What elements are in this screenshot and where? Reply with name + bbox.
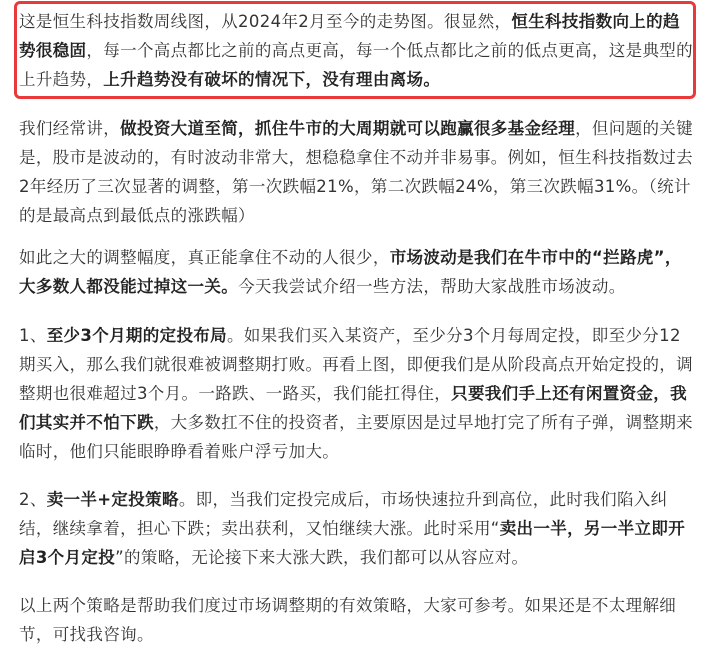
text-span: ”的策略，无论接下来大涨大跌，我们都可以从容应对。 bbox=[115, 548, 529, 567]
paragraph-intro bbox=[19, 7, 695, 94]
bold-text: 至少3个月期的定投布局 bbox=[46, 326, 228, 345]
text-span: ，每一个高点都比之前的高点更高，每一个低点都比之前的低点更高，这是典型的上升趋势， bbox=[19, 41, 694, 89]
text-span: 我们经常讲， bbox=[19, 119, 121, 138]
text-span: 如此之大的调整幅度，真正能拿住不动的人很少， bbox=[19, 248, 390, 267]
text-span: 这是恒生科技指数周线图，从2024年2月至今的走势图。很显然， bbox=[19, 12, 512, 31]
paragraph-3 bbox=[19, 243, 695, 301]
bold-text: 只要我们手上还有闲置资金，我们其实并不怕下跌 bbox=[19, 384, 688, 432]
bold-text: 市场波动是我们在牛市中的“拦路虎”，大多数人都没能过掉这一关。 bbox=[19, 248, 682, 296]
text-span: 2、 bbox=[19, 490, 47, 509]
bold-text: 恒生科技指数向上的趋势很稳固 bbox=[19, 12, 680, 60]
bold-text: 卖一半+定投策略 bbox=[46, 490, 179, 509]
text-span: 。即，当我们定投完成后，市场快速拉升到高位，此时我们陷入纠结，继续拿着，担心下跌；卖出获利，又怕继续大涨。此时采用“ bbox=[19, 490, 668, 538]
paragraph-2 bbox=[19, 114, 695, 230]
bold-text: 上升趋势没有破坏的情况下，没有理由离场。 bbox=[103, 70, 441, 89]
paragraph-strategy-1 bbox=[19, 321, 695, 466]
text-span: 今天我尝试介绍一些方法，帮助大家战胜市场波动。 bbox=[238, 277, 626, 296]
bold-text: 卖出一半，另一半立即开启3个月定投 bbox=[19, 519, 686, 567]
text-span: 以上两个策略是帮助我们度过市场调整期的有效策略，大家可参考。如果还是不太理解细节，可找我咨询。 bbox=[19, 596, 677, 644]
paragraph-conclusion bbox=[19, 591, 695, 649]
text-span: 。如果我们买入某资产，至少分3个月每周定投，即至少分12期买入，那么我们就很难被调整期打败。再看上图，即便我们是从阶段高点开始定投的，调整期也很难超过3个月。一路跌、一路买，我们能扛得住， bbox=[19, 326, 693, 403]
text-span: ，但问题的关键是，股市是波动的，有时波动非常大，想稳稳拿住不动并非易事。例如，恒生科技指数过去2年经历了三次显著的调整，第一次跌幅21%，第二次跌幅24%，第三次跌幅31%。（统计的是最高点到最低点的涨跌幅） bbox=[19, 119, 694, 225]
text-span: ，大多数扛不住的投资者，主要原因是过早地打完了所有子弹，调整期来临时，他们只能眼睁睁看着账户浮亏加大。 bbox=[19, 413, 694, 461]
paragraph-strategy-2 bbox=[19, 485, 695, 572]
bold-text: 做投资大道至简，抓住牛市的大周期就可以跑赢很多基金经理 bbox=[120, 119, 576, 138]
text-span: 1、 bbox=[19, 326, 47, 345]
